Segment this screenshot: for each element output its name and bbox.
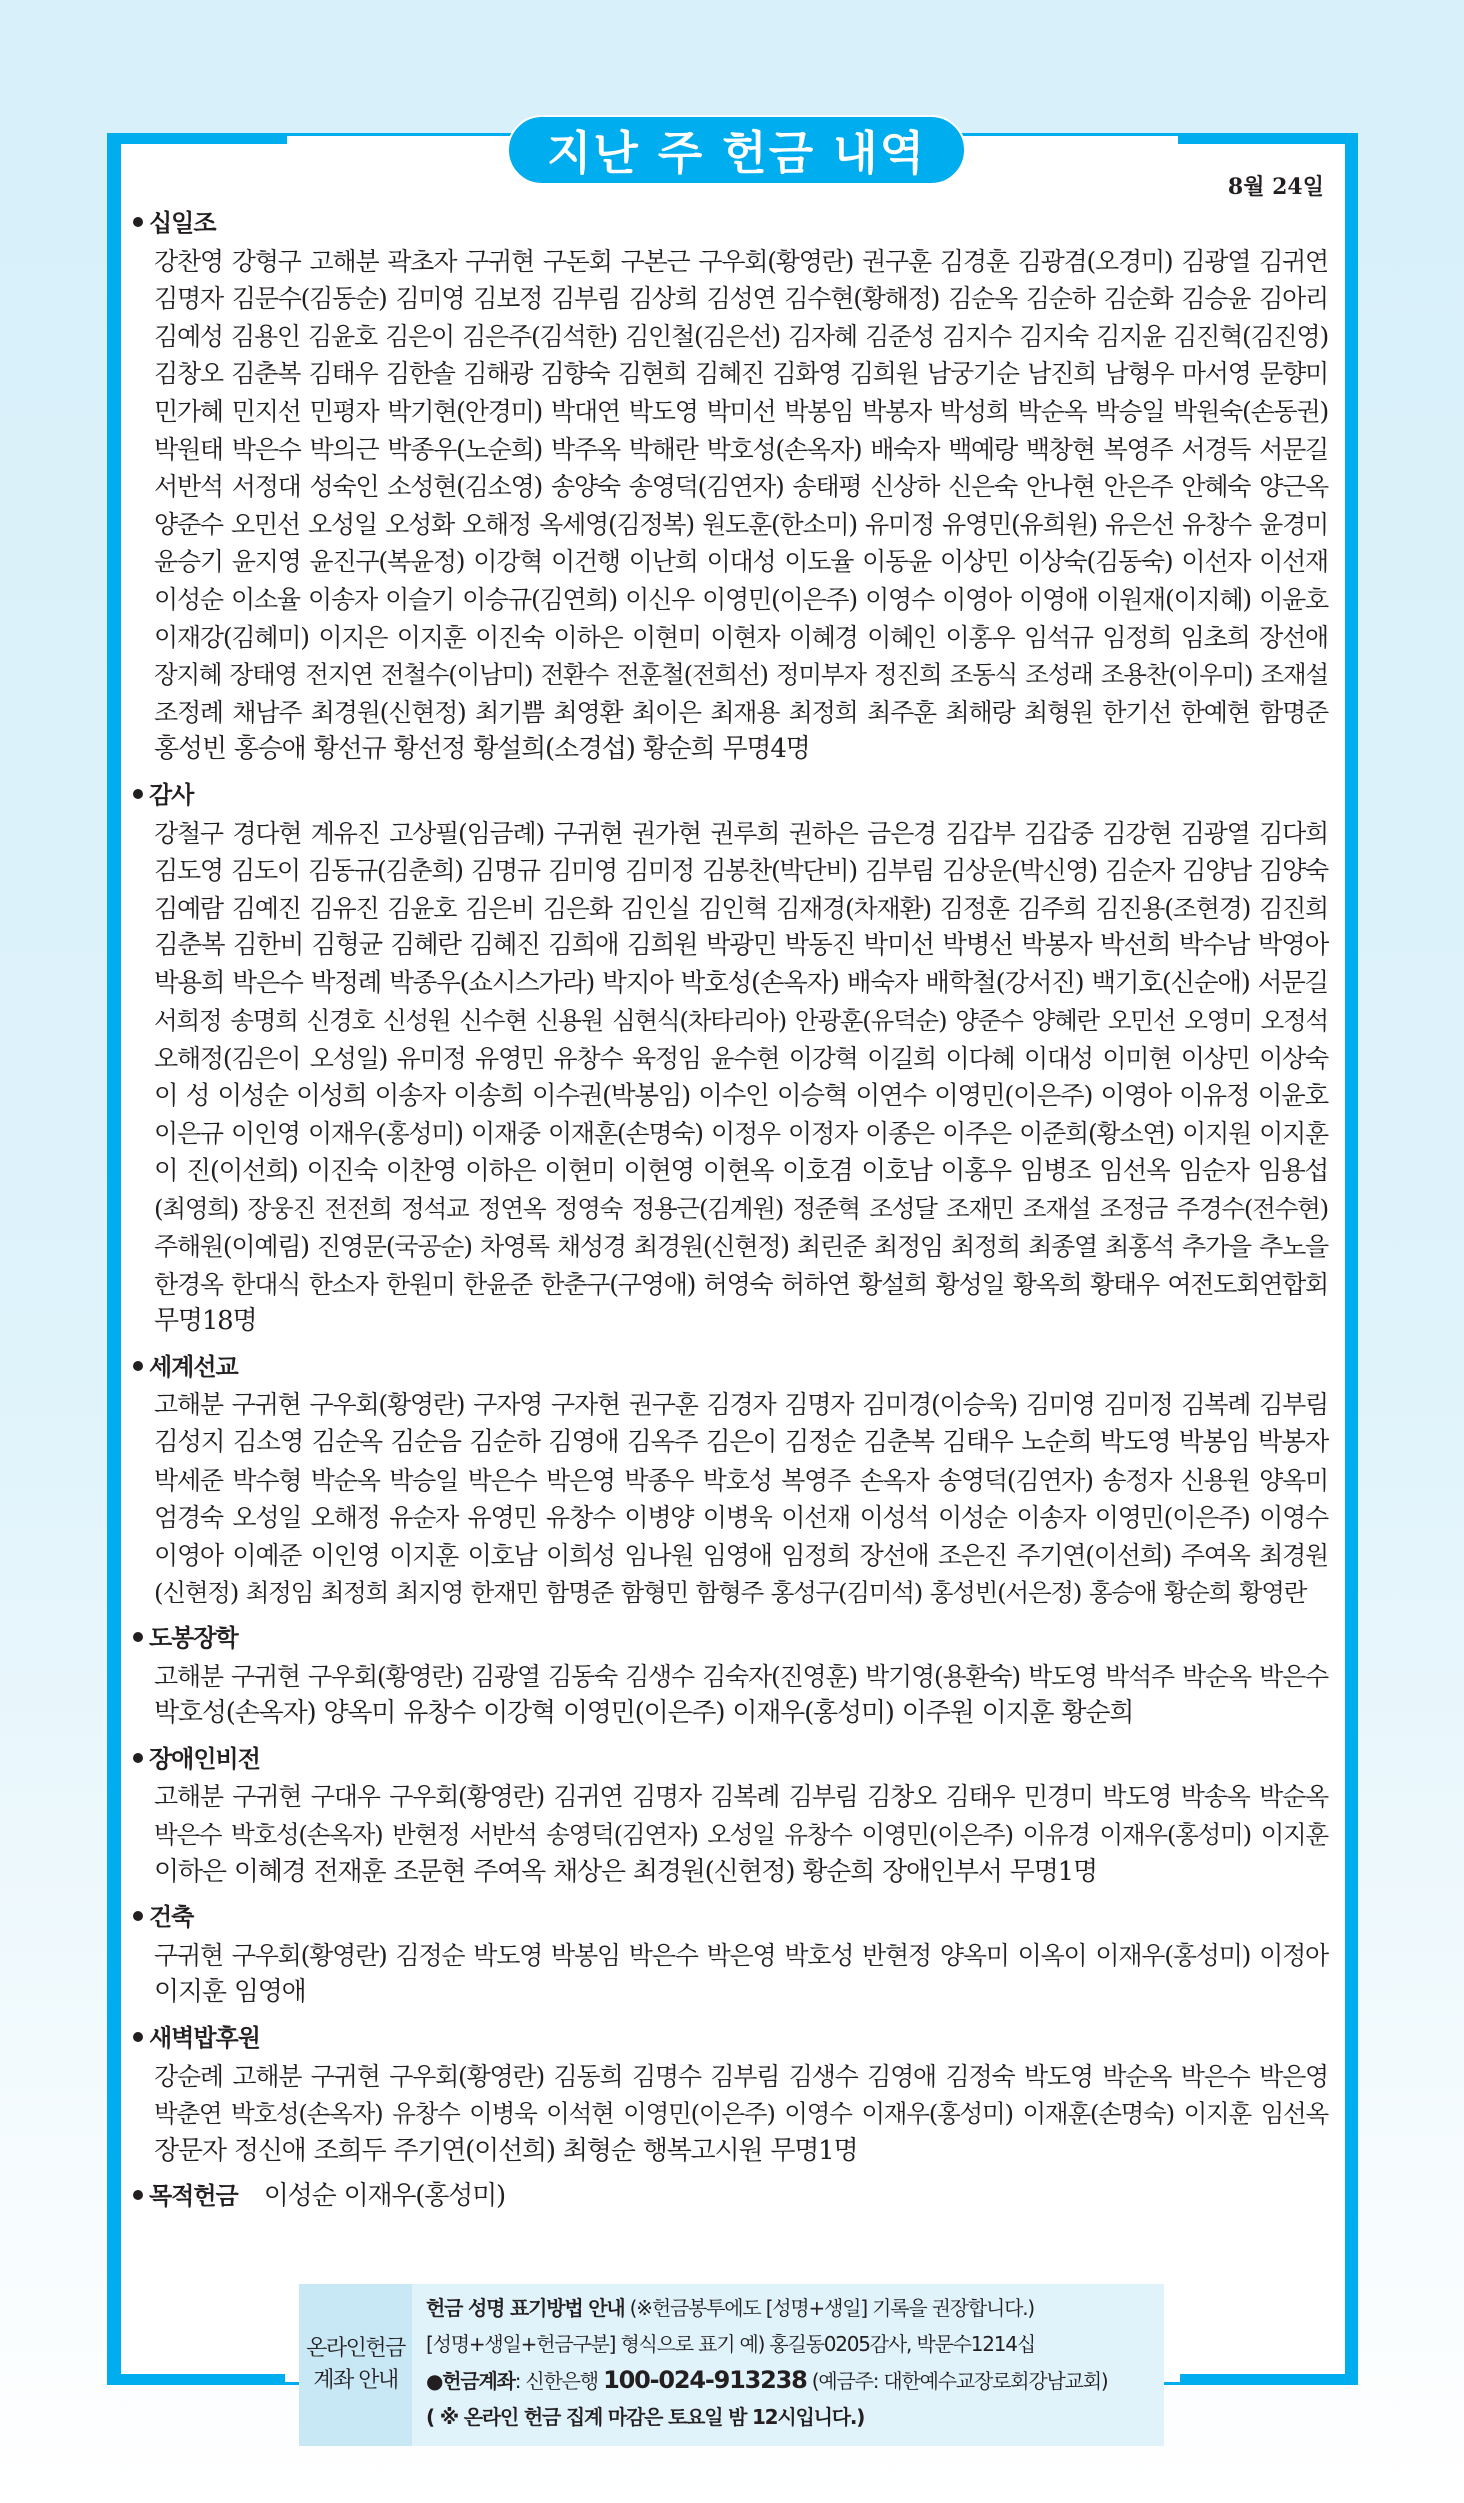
name-line: 이 진(이선희) 이진숙 이찬영 이하은 이현미 이현영 이현옥 이호겸 이호남 이홍우 임병조 임선옥 임순자 임용섭 <box>154 1155 1328 1186</box>
section-names <box>133 1937 1328 2012</box>
section-header <box>133 2178 1328 2216</box>
name-line: (최영희) 장웅진 전전희 정석교 정연옥 정영숙 정용근(김계원) 정준혁 조성달 조재민 조재설 조정금 주경수(전수현) <box>154 1194 1328 1224</box>
offering-section <box>133 1349 1328 1612</box>
section-header <box>133 1899 1328 1937</box>
name-line: 이하은 이혜경 전재훈 조문현 주여옥 채상은 최경원(신현정) 황순희 장애인부서 무명1명 <box>154 1856 1097 1887</box>
info-line-deadline <box>426 2399 1164 2435</box>
info-label-line1: 온라인헌금 <box>306 2336 405 2361</box>
section-header <box>133 777 1328 815</box>
account-label: ●헌금계좌 <box>426 2369 515 2393</box>
section-title: 건축 <box>149 1903 194 1932</box>
name-line: 박은수 박호성(손옥자) 반현정 서반석 송영덕(김연자) 오성일 유창수 이영민(이은주) 이유경 이재우(홍성미) 이지훈 <box>154 1819 1328 1849</box>
name-line: 김성지 김소영 김순옥 김순음 김순하 김영애 김옥주 김은이 김정순 김춘복 김태우 노순희 박도영 박봉임 박봉자 <box>154 1427 1328 1457</box>
name-line: 강순례 고해분 구귀현 구우회(황영란) 김동희 김명수 김부림 김생수 김영애 김정숙 박도영 박순옥 박은수 박은영 <box>154 2061 1328 2091</box>
name-line: 김예람 김예진 김유진 김윤호 김은비 김은화 김인실 김인혁 김재경(차재환) 김정훈 김주희 김진용(조현경) 김진희 <box>154 893 1328 923</box>
frame-corner-top-left <box>107 133 287 144</box>
bullet-icon <box>133 1911 143 1921</box>
info-line-account <box>426 2362 1164 2399</box>
frame-corner-top-right <box>1178 133 1358 144</box>
name-line: 이은규 이인영 이재우(홍성미) 이재중 이재훈(손명숙) 이정우 이정자 이종은 이주은 이준희(황소연) 이지원 이지훈 <box>154 1119 1328 1149</box>
name-line: 박호성(손옥자) 양옥미 유창수 이강혁 이영민(이은주) 이재우(홍성미) 이주원 이지훈 황순희 <box>154 1698 1134 1729</box>
section-title: 감사 <box>149 780 194 809</box>
name-line: 이재강(김혜미) 이지은 이지훈 이진숙 이하은 이현미 이현자 이혜경 이혜인 이홍우 임석규 임정희 임초희 장선애 <box>154 622 1328 652</box>
name-line: 고해분 구귀현 구우회(황영란) 김광열 김동숙 김생수 김숙자(진영훈) 박기영(용환숙) 박도영 박석주 박순옥 박은수 <box>154 1661 1328 1691</box>
offering-section <box>133 2178 1328 2216</box>
section-title: 목적헌금 <box>149 2182 238 2211</box>
name-line: 무명18명 <box>154 1306 257 1337</box>
name-line: 서희정 송명희 신경호 신성원 신수현 신용원 심현식(차타리아) 안광훈(유덕순) 양준수 양혜란 오민선 오영미 오정석 <box>154 1006 1328 1036</box>
name-line: 박세준 박수형 박순옥 박승일 박은수 박은영 박종우 박호성 복영주 손옥자 송영덕(김연자) 송정자 신용원 양옥미 <box>154 1465 1328 1495</box>
name-line: 김명자 김문수(김동순) 김미영 김보정 김부림 김상희 김성연 김수현(황해정) 김순옥 김순하 김순화 김승윤 김아리 <box>154 284 1328 314</box>
name-line: 서반석 서정대 성숙인 소성현(김소영) 송양숙 송영덕(김연자) 송태평 신상하 신은숙 안나현 안은주 안혜숙 양근옥 <box>154 472 1328 502</box>
offering-section <box>133 1620 1328 1733</box>
name-line: 주해원(이예림) 진영문(국공순) 차영록 채성경 최경원(신현정) 최린준 최정임 최정희 최종열 최홍석 추가을 추노을 <box>154 1232 1328 1262</box>
name-line: 강철구 경다현 계유진 고상필(임금례) 구귀현 권가현 권루희 권하은 금은경 김갑부 김갑중 김강현 김광열 김다희 <box>154 818 1328 848</box>
name-line: 이영아 이예준 이인영 이지훈 이호남 이희성 임나원 임영애 임정희 장선애 조은진 주기연(이선희) 주여옥 최경원 <box>154 1540 1328 1570</box>
name-line: 이지훈 임영애 <box>154 1977 306 2008</box>
section-header <box>133 2020 1328 2058</box>
name-line: 이성순 이소율 이송자 이슬기 이승규(김연희) 이신우 이영민(이은주) 이영수 이영아 이영애 이원재(이지혜) 이윤호 <box>154 584 1328 614</box>
offering-section <box>133 1899 1328 2012</box>
offering-section <box>133 2020 1328 2170</box>
name-line: 오해정(김은이 오성일) 유미정 유영민 유창수 육정임 윤수현 이강혁 이길희 이다혜 이대성 이미현 이상민 이상숙 <box>154 1044 1328 1074</box>
section-title: 장애인비전 <box>149 1744 260 1773</box>
name-line: 박용희 박은수 박정례 박종우(쇼시스가라) 박지아 박호성(손옥자) 배숙자 배학철(강서진) 백기호(신순애) 서문길 <box>154 967 1328 998</box>
offering-sections <box>133 205 1328 2224</box>
info-box-label <box>299 2284 412 2446</box>
section-title: 도봉장학 <box>149 1623 238 1652</box>
name-line: 김예성 김용인 김윤호 김은이 김은주(김석한) 김인철(김은선) 김자혜 김준성 김지수 김지숙 김지윤 김진혁(김진영) <box>154 321 1328 351</box>
info-label-line2: 계좌 안내 <box>313 2368 398 2393</box>
page-title-badge <box>507 115 966 185</box>
name-line: 장지혜 장태영 전지연 전철수(이남미) 전환수 전훈철(전희선) 정미부자 정진희 조동식 조성래 조용찬(이우미) 조재설 <box>154 660 1328 690</box>
online-offering-info-box <box>299 2284 1164 2446</box>
name-line: 고해분 구귀현 구대우 구우회(황영란) 김귀연 김명자 김복례 김부림 김창오 김태우 민경미 박도영 박송옥 박순옥 <box>154 1782 1328 1812</box>
section-header <box>133 1349 1328 1387</box>
offering-section <box>133 205 1328 769</box>
bank-name: : 신한은행 <box>514 2369 604 2393</box>
info-line-naming-guide <box>426 2290 1164 2326</box>
section-title: 세계선교 <box>149 1352 238 1381</box>
account-holder: (예금주: 대한예수교장로회강남교회) <box>806 2369 1108 2393</box>
offering-section <box>133 1741 1328 1891</box>
section-header <box>133 1741 1328 1779</box>
name-line: 고해분 구귀현 구우회(황영란) 구자영 구자현 권구훈 김경자 김명자 김미경(이승욱) 김미영 김미정 김복례 김부림 <box>154 1390 1328 1420</box>
name-line: 이 성 이성순 이성희 이송자 이송희 이수권(박봉임) 이수인 이승혁 이연수 이영민(이은주) 이영아 이유정 이윤호 <box>154 1080 1328 1111</box>
name-line: 구귀현 구우회(황영란) 김정순 박도영 박봉임 박은수 박은영 박호성 반현정 양옥미 이옥이 이재우(홍성미) 이정아 <box>154 1940 1328 1970</box>
deadline-note: ( ※ 온라인 헌금 집계 마감은 토요일 밤 12시입니다.) <box>426 2405 865 2429</box>
name-line: 김춘복 김한비 김형균 김혜란 김혜진 김희애 김희원 박광민 박동진 박미선 박병선 박봉자 박선희 박수남 박영아 <box>154 930 1328 961</box>
offering-section <box>133 777 1328 1341</box>
bullet-icon <box>133 2032 143 2042</box>
name-line: 박춘연 박호성(손옥자) 유창수 이병욱 이석현 이영민(이은주) 이영수 이재우(홍성미) 이재훈(손명숙) 이지훈 임선옥 <box>154 2099 1328 2129</box>
name-line: 박원태 박은수 박의근 박종우(노순희) 박주옥 박해란 박호성(손옥자) 배숙자 백예랑 백창현 복영주 서경득 서문길 <box>154 434 1328 464</box>
name-line: 김도영 김도이 김동규(김춘희) 김명규 김미영 김미정 김봉찬(박단비) 김부림 김상운(박신영) 김순자 김양남 김양숙 <box>154 856 1328 886</box>
section-names <box>133 1778 1328 1891</box>
section-names <box>133 243 1328 769</box>
frame-corner-bottom-left <box>107 2374 285 2385</box>
bullet-icon <box>133 789 143 799</box>
name-line: (신현정) 최정임 최정희 최지영 한재민 함명준 함형민 함형주 홍성구(김미석) 홍성빈(서은정) 홍승애 황순희 황영란 <box>154 1578 1307 1608</box>
name-line: 민가혜 민지선 민평자 박기현(안경미) 박대연 박도영 박미선 박봉임 박봉자 박성희 박순옥 박승일 박원숙(손동권) <box>154 396 1328 426</box>
name-line: 윤승기 윤지영 윤진구(복윤정) 이강혁 이건행 이난희 이대성 이도율 이동윤 이상민 이상숙(김동숙) 이선자 이선재 <box>154 547 1328 577</box>
frame-corner-bottom-right <box>1180 2374 1358 2385</box>
bullet-icon <box>133 1753 143 1763</box>
name-line: 장문자 정신애 조희두 주기연(이선희) 최형순 행복고시원 무명1명 <box>154 2135 858 2166</box>
section-title: 십일조 <box>149 209 216 237</box>
section-names <box>133 1386 1328 1612</box>
section-names <box>133 1658 1328 1733</box>
info-box-body <box>412 2284 1164 2446</box>
section-header <box>133 205 1328 243</box>
name-line: 김창오 김춘복 김태우 김한솔 김해광 김향숙 김현희 김혜진 김화영 김희원 남궁기순 남진희 남형우 마서영 문향미 <box>154 359 1328 389</box>
name-line: 조정례 채남주 최경원(신현정) 최기쁨 최영환 최이은 최재용 최정희 최주훈 최해랑 최형원 한기선 한예현 함명준 <box>154 697 1328 727</box>
account-number: 100-024-913238 <box>603 2366 807 2394</box>
section-header <box>133 1620 1328 1658</box>
name-line: 양준수 오민선 오성일 오성화 오해정 옥세영(김정복) 원도훈(한소미) 유미정 유영민(유희원) 유은선 유창수 윤경미 <box>154 509 1328 539</box>
section-names-inline: 이성순 이재우(홍성미) <box>263 2181 505 2212</box>
info-line-format-example: [성명+생일+헌금구분] 형식으로 표기 예) 홍길동0205감사, 박문수1214십 <box>426 2332 1035 2356</box>
report-date: 8월 24일 <box>1227 174 1324 200</box>
bullet-icon <box>133 217 143 227</box>
name-line: 강찬영 강형구 고해분 곽초자 구귀현 구돈회 구본근 구우회(황영란) 권구훈 김경훈 김광겸(오경미) 김광열 김귀연 <box>154 246 1328 276</box>
section-names <box>133 815 1328 1341</box>
section-names <box>133 2058 1328 2171</box>
bullet-icon <box>133 1361 143 1371</box>
naming-guide-note: (※헌금봉투에도 [성명+생일] 기록을 권장합니다.) <box>624 2296 1034 2320</box>
name-line: 한경옥 한대식 한소자 한원미 한윤준 한춘구(구영애) 허영숙 허하연 황설희 황성일 황옥희 황태우 여전도회연합회 <box>154 1269 1328 1299</box>
page-title: 지난 주 헌금 내역 <box>546 126 927 180</box>
naming-guide-heading: 헌금 성명 표기방법 안내 <box>426 2296 625 2320</box>
section-title: 새벽밥후원 <box>149 2023 260 2052</box>
name-line: 홍성빈 홍승애 황선규 황선정 황설희(소경섭) 황순희 무명4명 <box>154 734 810 765</box>
bullet-icon <box>133 1632 143 1642</box>
bullet-icon <box>133 2190 143 2200</box>
name-line: 엄경숙 오성일 오해정 유순자 유영민 유창수 이병양 이병욱 이선재 이성석 이성순 이송자 이영민(이은주) 이영수 <box>154 1503 1328 1533</box>
